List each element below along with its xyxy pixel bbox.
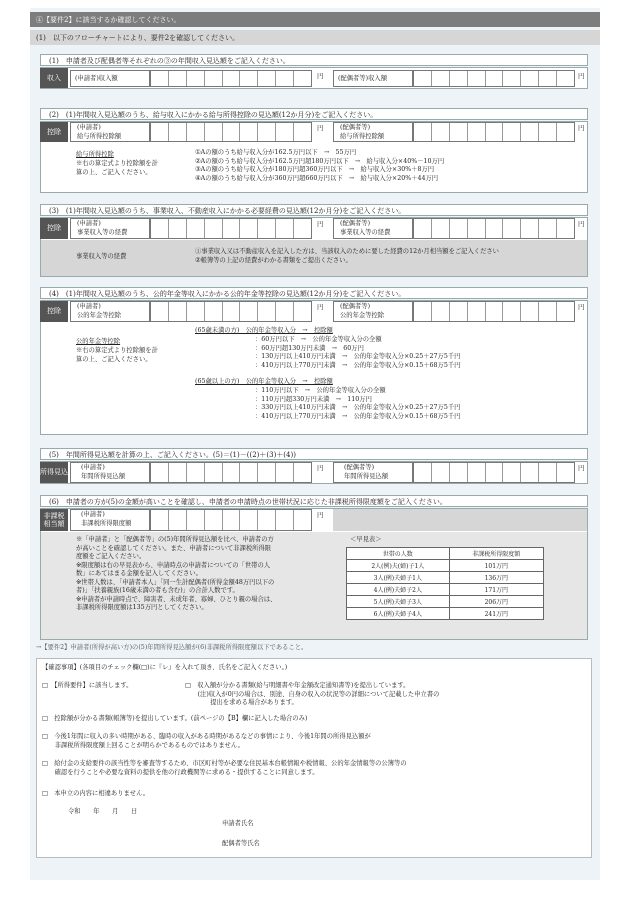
table-row	[347, 584, 544, 596]
quick-table-title: ＜早見表＞	[350, 536, 382, 543]
table-row	[347, 596, 544, 608]
table-cell: 241万円	[449, 608, 543, 620]
checkbox-no-income-exceed[interactable]: □ 今後1年間に収入の多い時期がある、臨時の収入がある時期があるなどの事情により、今後1年間の所得見込額が 非課税所得限度額上回ることが明らかであるものではありません。	[42, 733, 371, 749]
sec1-label: 収入	[40, 68, 68, 88]
applicant-income-label: (申請者)収入額	[70, 70, 150, 87]
checkbox-income-documents[interactable]: □ 収入額が分かる書類(給与明細書や年金額改定通知書等)を提出しています。 (注)収入が0円の場合は、別途、自身の収入の状況等の詳細について記載した申立書の 提出を求める場合があります。	[185, 682, 440, 706]
spouse-salary-deduction-field[interactable]	[413, 122, 575, 142]
under65-formulas: ：60万円以下 → 公的年金等収入分の全額 ：60万円超130万円未満 → 60万円 ：130万円以上410万円未満 → 公的年金等収入分×0.25＋27万5千円 ：410万円以上770万円未満 → 公的年金等収入分×0.15＋68万5千円	[255, 336, 461, 369]
spouse-pension-deduction-label: (配偶者等) 公的年金等控除	[333, 301, 413, 322]
nontaxable-notes: ※「申請者」と「配偶者等」の(5)年間所得見込額を比べ、申請者の方 が高いことを確認してください。また、申請者について非課税所得限 度額をご記入ください。 ※限度額は右の早見表から、申請時点の申請者についての「世帯の人 数」にあてはまる金額を記入してください。 ※世帯人数は、「申請者本人」「同一生計配偶者(所得金額48万円以下の 者)」「扶養親族(16歳未満の者も含む)」の合計人数です。 ※申請者が申請時点で、障害者、未成年者、寡婦、ひとり親の場合は、 非課税所得限度額は135万円としてください。	[76, 536, 277, 611]
table-cell: 4人(例)夫婦子2人	[347, 584, 450, 596]
confirmation-title: 【確認事項】(各項目のチェック欄(□)に『レ』を入れて頂き、氏名をご記入ください。)	[42, 664, 288, 671]
applicant-salary-deduction-field[interactable]	[150, 122, 312, 142]
sec4-title: (4) (1)年間収入見込額のうち、公的年金等収入にかかる公的年金等控除の見込額(12か月分)をご記入ください。	[40, 287, 588, 299]
section-header: ④【要件2】に該当するか確認してください。	[30, 12, 600, 27]
table-cell: 2人(例)夫(婦)子1人	[347, 560, 450, 572]
table-cell: 171万円	[449, 584, 543, 596]
spouse-business-expense-field[interactable]	[413, 218, 575, 239]
applicant-business-expense-field[interactable]	[150, 218, 312, 239]
yen-label: 円	[317, 464, 324, 472]
sec5-title: (5) 年間所得見込額を計算の上、ご記入ください。(5)＝(1)－((2)＋(3)＋(4))	[40, 448, 588, 460]
spouse-pension-deduction-field[interactable]	[413, 301, 575, 322]
table-header: 世帯の人数	[347, 548, 450, 560]
business-expense-notes: ①事業収入又は不動産収入を記入した方は、当該収入のために要した経費の12か月相当額をご記入ください ②帳簿等の上記の経費がわかる書類をご提出ください。	[195, 248, 499, 264]
sec1-title: (1) 申請者及び配偶者等それぞれの③の年間収入見込額をご記入ください。	[40, 54, 588, 66]
sec4-label: 控除	[40, 301, 68, 322]
over65-heading: (65歳以上の方) 公的年金等収入分 → 控除額	[195, 378, 333, 385]
yen-label: 円	[578, 72, 585, 80]
pension-deduction-note: ※右の算定式より控除額を計 算の上、ご記入ください。	[76, 347, 158, 363]
date-field[interactable]: 令和 年 月 日	[68, 808, 138, 815]
applicant-name-field[interactable]	[270, 828, 570, 829]
spouse-name-field[interactable]	[275, 848, 570, 849]
yen-label: 円	[578, 220, 585, 228]
sec6-label: 非課税 相当額	[40, 509, 68, 531]
sec3-title: (3) (1)年間収入見込額のうち、事業収入、不動産収入にかかる必要経費の見込額(12か月分)をご記入ください。	[40, 204, 588, 216]
checkbox-income-requirement[interactable]: □ 【所得要件】に該当します。	[42, 682, 133, 689]
nontaxable-limit-label: (申請者) 非課税所得限度額	[70, 509, 150, 531]
section-subheader: (1) 以下のフローチャートにより、要件2を確認してください。	[30, 30, 600, 45]
yen-label: 円	[578, 124, 585, 132]
spouse-business-expense-label: (配偶者等) 事業収入等の経費	[333, 218, 413, 239]
salary-deduction-note: ※右の算定式より控除額を計 算の上、ご記入ください。	[76, 160, 158, 176]
table-cell: 3人(例)夫婦子1人	[347, 572, 450, 584]
applicant-pension-deduction-field[interactable]	[150, 301, 312, 322]
salary-deduction-formulas: ①Aの額のうち給与収入分が162.5万円以下 → 55万円 ②Aの額のうち給与収入分が162.5万円超180万円以下 → 給与収入分×40%－10万円 ③Aの額のうち給与収入分が180万円超360万円以下 → 給与収入分×30%＋8万円 ④Aの額のうち給与収入分が360万円超660万円以下 → 給与収入分×20%＋44万円	[195, 149, 445, 182]
yen-label: 円	[317, 303, 324, 311]
table-row	[347, 572, 544, 584]
yen-label: 円	[317, 220, 324, 228]
applicant-pension-deduction-label: (申請者) 公的年金等控除	[70, 301, 150, 322]
business-expense-heading: 事業収入等の経費	[76, 253, 127, 260]
yen-label: 円	[317, 511, 324, 519]
yen-label: 円	[317, 124, 324, 132]
spouse-salary-deduction-label: (配偶者等) 給与所得控除額	[333, 122, 413, 142]
sec3-label: 控除	[40, 218, 68, 239]
spouse-income-label: (配偶者等)収入額	[333, 70, 413, 87]
checkbox-deduction-documents[interactable]: □ 控除額が分かる書類(帳簿等)を提出しています。(前ページの【B】欄に記入した場合のみ)	[42, 715, 308, 722]
applicant-annual-income-field[interactable]	[150, 462, 312, 483]
sec6-title: (6) 申請者の方が(5)の金額が高いことを確認し、申請者の申請時点の世帯状況に応じた非課税所得限度額をご記入ください。	[40, 495, 588, 507]
table-cell: 206万円	[449, 596, 543, 608]
sec5-label: 所得見込	[40, 462, 68, 483]
sec2-label: 控除	[40, 122, 68, 142]
applicant-annual-income-label: (申請者) 年間所得見込額	[70, 462, 150, 483]
quick-reference-table	[346, 547, 544, 620]
table-cell: 136万円	[449, 572, 543, 584]
table-row	[347, 608, 544, 620]
yen-label: 円	[578, 303, 585, 311]
requirement-note: →【要件2】申請者(所得が高い方)の(5)年間所得見込額が(6)非課税所得限度額以下であること。	[36, 644, 308, 651]
table-row	[347, 560, 544, 572]
applicant-name-label: 申請者氏名	[222, 820, 254, 827]
applicant-salary-deduction-label: (申請者) 給与所得控除額	[70, 122, 150, 142]
sec6-gray-area	[333, 509, 587, 531]
salary-deduction-heading: 給与所得控除	[76, 151, 114, 158]
spouse-name-label: 配偶者等氏名	[222, 840, 260, 847]
spouse-annual-income-field[interactable]	[413, 462, 575, 483]
table-cell: 101万円	[449, 560, 543, 572]
under65-heading: (65歳未満の方) 公的年金等収入分 → 控除額	[195, 327, 333, 334]
spouse-income-field[interactable]	[413, 70, 575, 87]
table-cell: 6人(例)夫婦子4人	[347, 608, 450, 620]
table-cell: 5人(例)夫婦子3人	[347, 596, 450, 608]
pension-deduction-heading: 公的年金等控除	[76, 338, 121, 345]
table-header-row	[347, 548, 544, 560]
table-header: 非課税所得限度額	[449, 548, 543, 560]
sec2-title: (2) (1)年間収入見込額のうち、給与収入にかかる給与所得控除の見込額(12か月分)をご記入ください。	[40, 108, 588, 120]
yen-label: 円	[578, 464, 585, 472]
applicant-income-field[interactable]	[150, 70, 312, 87]
applicant-business-expense-label: (申請者) 事業収入等の経費	[70, 218, 150, 239]
nontaxable-limit-field[interactable]	[150, 509, 312, 531]
over65-formulas: ：110万円以下 → 公的年金等収入分の全額 ：110万円超330万円未満 → 110万円 ：330万円以上410万円未満 → 公的年金等収入分×0.25＋27万5千円 ：410万円以上770万円未満 → 公的年金等収入分×0.15＋68万5千円	[255, 387, 461, 420]
spouse-annual-income-label: (配偶者等) 年間所得見込額	[333, 462, 413, 483]
checkbox-declaration[interactable]: □ 本申立の内容に相違ありません。	[42, 790, 150, 797]
yen-label: 円	[317, 72, 324, 80]
checkbox-consent[interactable]: □ 給付金の支給要件の該当性等を審査等するため、市区町村等が必要な住民基本台帳情報や税情報、公的年金情報等の公簿等の 確認を行うことや必要な資料の提供を他の行政機関等に求める・提供することに同意します。	[42, 760, 407, 776]
